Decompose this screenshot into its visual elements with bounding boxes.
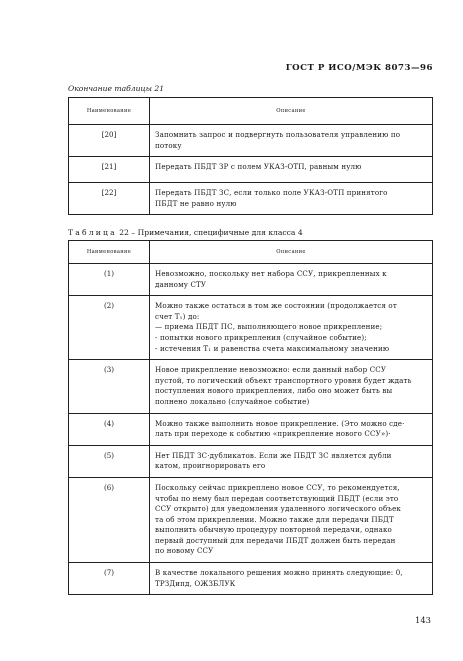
table-22-caption-label: Таблица (68, 228, 117, 237)
page-number: 143 (415, 615, 431, 625)
description-line: потоку (155, 140, 182, 150)
description-line: В качестве локального решения можно принять следующие: 0, (155, 568, 403, 578)
row-description (150, 563, 433, 595)
description-line: данному СТУ (155, 279, 207, 289)
table-row (69, 360, 433, 413)
table-row (69, 296, 433, 360)
description-line: Невозможно, поскольку нет набора ССУ, прикрепленных к (155, 269, 387, 278)
row-name: (5) (69, 445, 150, 477)
table-21-caption: Окончание таблицы 21 (68, 84, 165, 93)
description-line: лать при переходе к событию «прикрепление нового ССУ»)· (155, 429, 391, 439)
column-header-description: Описание (150, 241, 433, 264)
description-line: поступления нового прикрепления, либо оно может быть вы (155, 386, 393, 396)
row-name: (7) (69, 563, 150, 595)
row-description (150, 413, 433, 445)
description-line: первый доступный для передачи ПБДТ должен быть передан (155, 535, 396, 545)
row-name: [21] (69, 157, 150, 183)
table-21 (68, 97, 433, 215)
description-line: Можно также выполнить новое прикрепление. (Это можно сде· (155, 418, 405, 428)
row-description (150, 183, 433, 215)
table-22-caption (68, 228, 303, 237)
description-line: — приема ПБДТ ПС, выполняющего новое прикрепление; (155, 322, 383, 332)
description-line: Передать ПБДТ ЗС, если только поле УКАЗ-ОТП принятого (155, 188, 388, 198)
row-name: [20] (69, 125, 150, 157)
description-line: Запомнить запрос и подвергнуть пользователя управлению по (155, 130, 401, 139)
description-line: Поскольку сейчас прикреплено новое ССУ, то рекомендуется, (155, 482, 400, 492)
table-header-row (69, 241, 433, 264)
table-22-caption-text: 22 – Примечания, специфичные для класса 4 (119, 228, 303, 237)
table-header-row (69, 98, 433, 125)
description-line: счет T₁) до: (155, 311, 200, 321)
description-line: Передать ПБДТ ЗР с полем УКАЗ-ОТП, равным нулю (155, 162, 362, 172)
row-description (150, 296, 433, 360)
row-description (150, 125, 433, 157)
row-name: (6) (69, 477, 150, 562)
description-line: - попытки нового прикрепления (случайное событие); (155, 332, 367, 342)
table-row (69, 413, 433, 445)
row-description (150, 477, 433, 562)
description-line: Новое прикрепление невозможно: если данный набор ССУ (155, 365, 387, 375)
table-row (69, 157, 433, 183)
row-description (150, 445, 433, 477)
column-header-description: Описание (150, 98, 433, 125)
table-22 (68, 240, 433, 595)
description-line: чтобы по нему был передан соответствующий ПБДТ (если это (155, 493, 399, 503)
row-description (150, 157, 433, 183)
description-line: ТРЗДипд, ОЖЗБЛУК (155, 578, 236, 588)
row-description (150, 360, 433, 413)
description-line: пустой, то логический объект транспортного уровня будет ждать (155, 375, 412, 385)
row-name: [22] (69, 183, 150, 215)
row-name: (4) (69, 413, 150, 445)
table-row (69, 125, 433, 157)
row-name: (2) (69, 296, 150, 360)
row-description (150, 264, 433, 296)
description-line: катом, проигнорировать его (155, 461, 266, 471)
description-line: - истечения T₁ и равенства счета максимальному значению (155, 343, 390, 353)
column-header-name: Наименование (69, 241, 150, 264)
table-row (69, 183, 433, 215)
description-line: та об этом прикреплении. Можно также для передачи ПБДТ (155, 514, 394, 524)
table-row (69, 445, 433, 477)
description-line: ССУ открыто) для уведомления удаленного логического объек (155, 504, 401, 514)
description-line: Можно также остаться в том же состоянии (продолжается от (155, 301, 397, 311)
standard-header: ГОСТ Р ИСО/МЭК 8073—96 (285, 63, 433, 73)
description-line: ПБДТ не равно нулю (155, 198, 237, 208)
description-line: выполнить обычную процедуру повторной передачи, однако (155, 525, 392, 535)
table-row (69, 264, 433, 296)
description-line: полнено локально (случайное событие) (155, 396, 310, 406)
table-row (69, 563, 433, 595)
row-name: (1) (69, 264, 150, 296)
description-line: по новому ССУ (155, 546, 214, 556)
row-name: (3) (69, 360, 150, 413)
table-row (69, 477, 433, 562)
column-header-name: Наименование (69, 98, 150, 125)
description-line: Нет ПБДТ ЗС·дубликатов. Если же ПБДТ ЗС является дубли (155, 450, 392, 460)
